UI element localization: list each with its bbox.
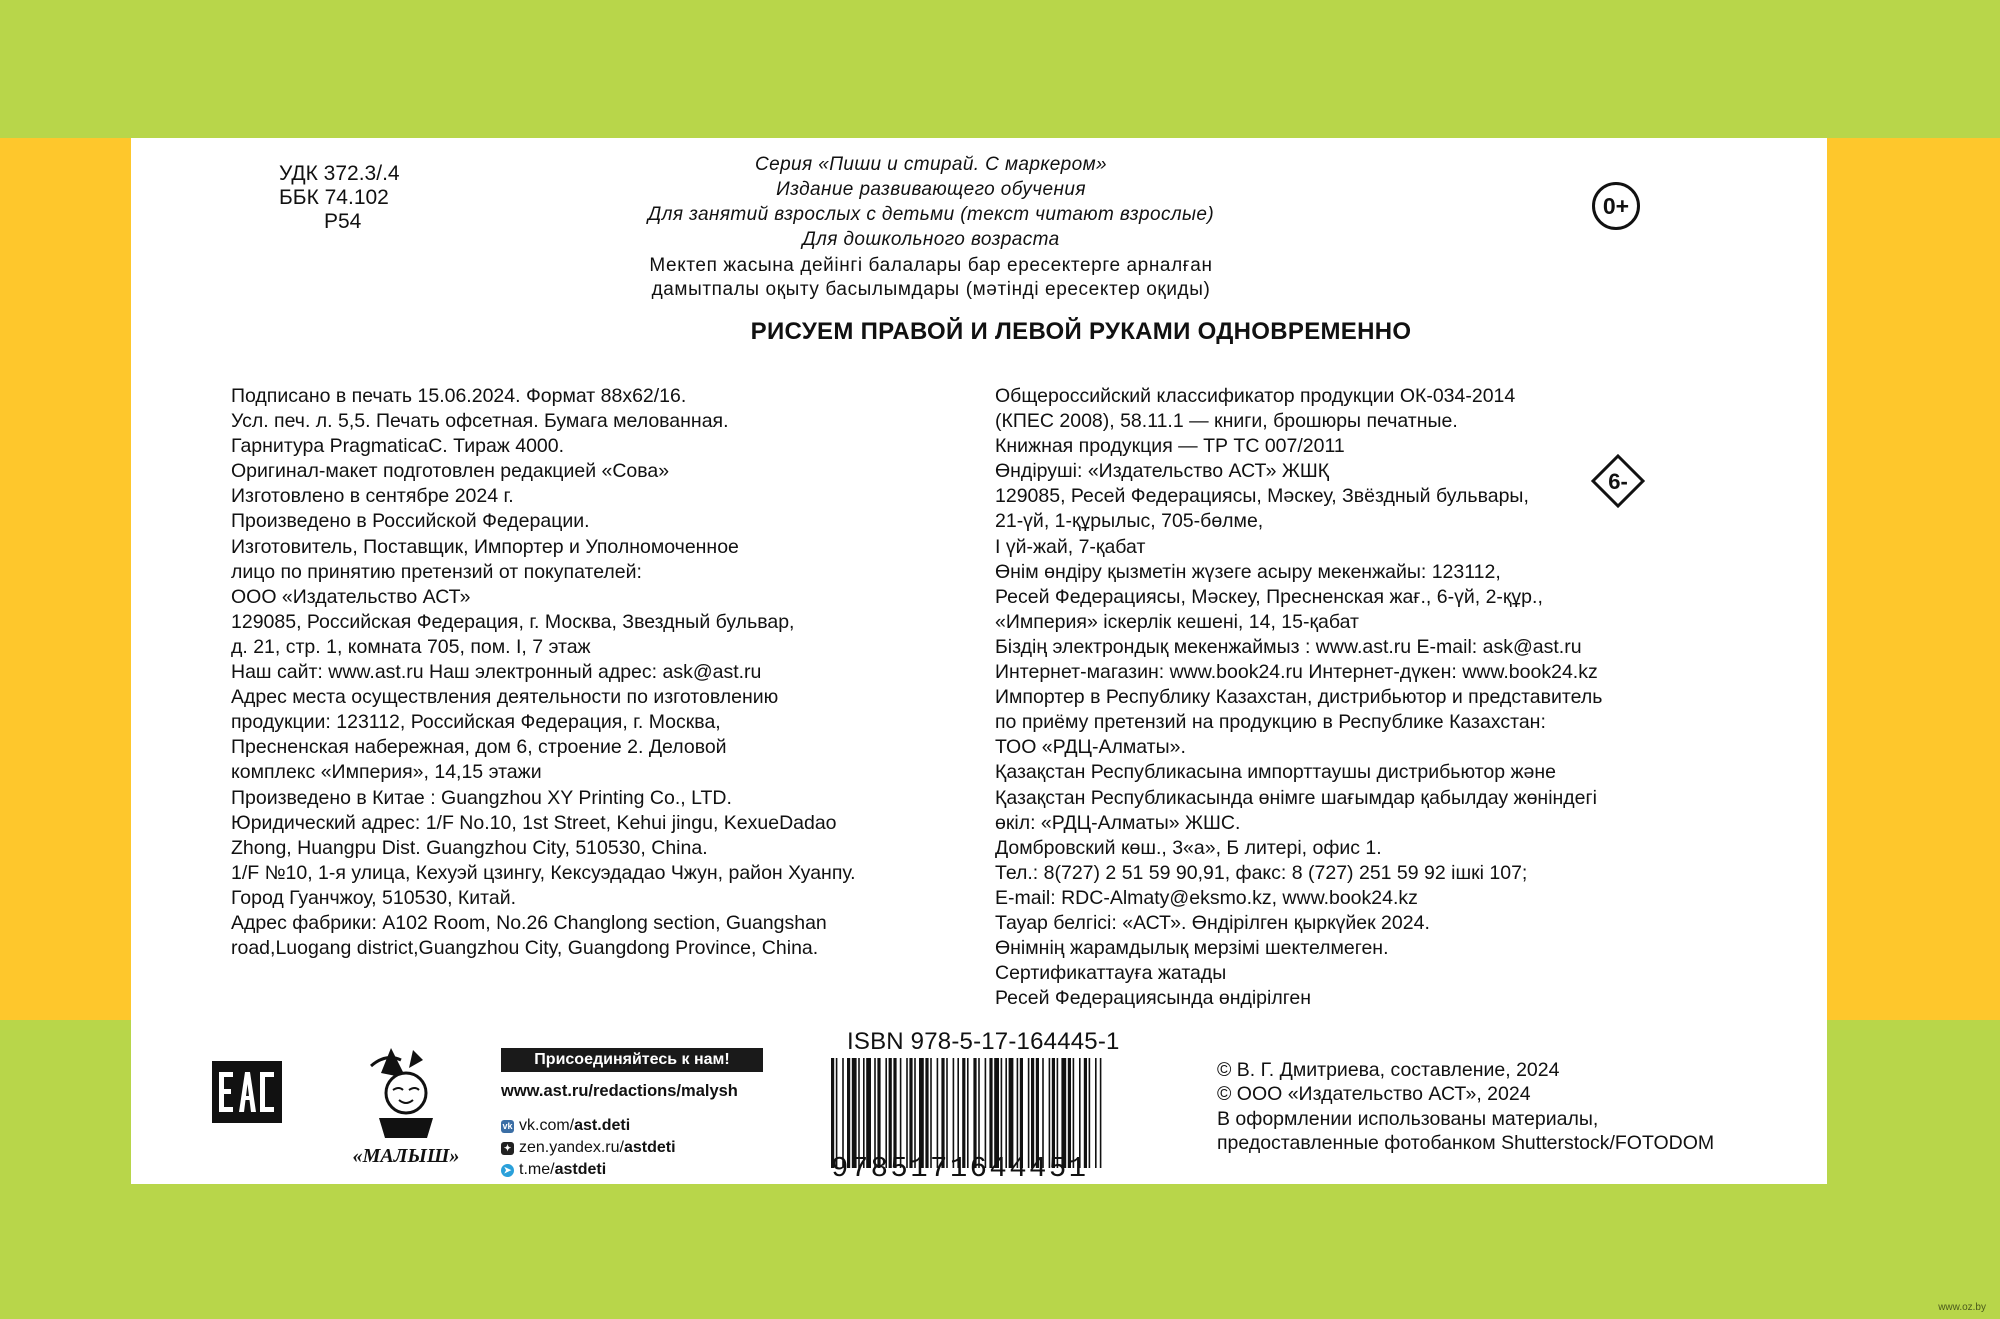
imprint-line: Домбровский көш., 3«а», Б литері, офис 1.	[995, 836, 1382, 859]
zen-icon: ✦	[501, 1142, 514, 1155]
left-imprint-column	[231, 384, 856, 961]
kz-intro-block	[561, 254, 1301, 302]
series-line: Для занятий взрослых с детьми (текст читают взрослые)	[647, 204, 1215, 225]
social-link-zen[interactable]	[501, 1137, 763, 1159]
watermark: www.oz.by	[1938, 1302, 1986, 1313]
imprint-line: Общероссийский классификатор продукции ОК-034-2014	[995, 385, 1516, 407]
imprint-line: комплекс «Империя», 14,15 этажи	[231, 761, 542, 784]
imprint-line: Ресей Федерациясы, Мәскеу, Пресненская жағ., 6-үй, 2-құр.,	[995, 585, 1543, 608]
bbk-code: ББК 74.102	[279, 186, 389, 209]
imprint-line: ТОО «РДЦ-Алматы».	[995, 736, 1186, 759]
imprint-line: Интернет-магазин: www.book24.ru Интернет-дүкен: www.book24.kz	[995, 661, 1598, 684]
isbn-number: ISBN 978-5-17-164445-1	[847, 1028, 1120, 1055]
udk-code: УДК 372.3/.4	[279, 162, 400, 185]
imprint-line: Zhong, Huangpu Dist. Guangzhou City, 510530, China.	[231, 836, 708, 859]
copyright-block	[1217, 1058, 1714, 1155]
kz-intro-line: дамытпалы оқыту басылымдары (мәтінді ересектер оқиды)	[651, 279, 1211, 300]
eac-mark-icon	[211, 1060, 283, 1124]
imprint-line: Оригинал-макет подготовлен редакцией «Сова»	[231, 460, 670, 483]
imprint-line: Адрес места осуществления деятельности по изготовлению	[231, 686, 779, 709]
classification-codes	[279, 162, 400, 234]
imprint-line: Өнім өндіру қызметін жүзеге асыру мекенжайы: 123112,	[995, 560, 1501, 583]
imprint-line: 129085, Ресей Федерациясы, Мәскеу, Звёздный бульвары,	[995, 485, 1529, 508]
imprint-line: Произведено в Китае : Guangzhou XY Printing Co., LTD.	[231, 786, 732, 809]
info-age-diamond-icon	[1591, 454, 1645, 508]
vk-icon: vk	[502, 1120, 513, 1131]
imprint-line: өкіл: «РДЦ-Алматы» ЖШС.	[995, 811, 1241, 834]
imprint-line: Біздің электрондық мекенжаймыз : www.ast.ru E-mail: ask@ast.ru	[995, 635, 1582, 658]
imprint-line: 1/F №10, 1-я улица, Кехуэй цзингу, Кексуэдадао Чжун, район Хуанпу.	[231, 861, 856, 884]
imprint-line: Произведено в Российской Федерации.	[231, 510, 590, 533]
imprint-line: Қазақстан Республикасында өнімге шағымдар қабылдау жөніндегі	[995, 786, 1597, 809]
malysh-logo-icon	[331, 1038, 481, 1168]
top-green-band	[0, 0, 2000, 138]
imprint-line: 129085, Российская Федерация, г. Москва, Звездный бульвар,	[231, 610, 795, 633]
imprint-line: Гарнитура PragmaticaC. Тираж 4000.	[231, 435, 565, 458]
series-line: Серия «Пиши и стирай. С маркером»	[755, 154, 1107, 175]
series-block	[561, 152, 1301, 252]
author-code: Р54	[324, 210, 362, 233]
join-us-banner: Присоединяйтесь к нам!	[501, 1048, 763, 1072]
social-link-prefix: zen.yandex.ru/	[519, 1139, 624, 1156]
social-links	[501, 1115, 763, 1181]
imprint-line: по приёму претензий на продукцию в Республике Казахстан:	[995, 711, 1546, 734]
social-link-handle: astdeti	[554, 1161, 607, 1178]
imprint-line: Юридический адрес: 1/F No.10, 1st Street, Kehui jingu, KexueDadao	[231, 811, 837, 834]
social-link-handle: astdeti	[623, 1139, 676, 1156]
book-title: РИСУЕМ ПРАВОЙ И ЛЕВОЙ РУКАМИ ОДНОВРЕМЕННО	[750, 318, 1412, 345]
age-rating-badge: 0+	[1592, 182, 1640, 230]
imprint-line: Ресей Федерациясында өндірілген	[995, 987, 1312, 1010]
imprint-line: Өндіруші: «Издательство АСТ» ЖШҚ	[995, 460, 1330, 483]
social-link-telegram[interactable]	[501, 1159, 763, 1181]
imprint-line: Усл. печ. л. 5,5. Печать офсетная. Бумага мелованная.	[231, 410, 729, 433]
site-link[interactable]: www.ast.ru/redactions/malysh	[501, 1082, 738, 1100]
kz-intro-line: Мектеп жасына дейінгі балалары бар ересектерге арналған	[649, 255, 1213, 276]
malysh-logo-text: «МАЛЫШ»	[352, 1145, 460, 1167]
telegram-icon: ➤	[501, 1164, 514, 1177]
imprint-line: Пресненская набережная, дом 6, строение 2. Деловой	[231, 736, 727, 759]
imprint-line: Қазақстан Республикасына импорттаушы дистрибьютор және	[995, 761, 1556, 784]
right-imprint-column	[995, 384, 1602, 1011]
social-block	[501, 1048, 763, 1181]
copyright-line: © ООО «Издательство АСТ», 2024	[1217, 1083, 1531, 1106]
imprint-line: E-mail: RDC-Almaty@eksmo.kz, www.book24.kz	[995, 886, 1418, 909]
copyright-line: © В. Г. Дмитриева, составление, 2024	[1217, 1059, 1560, 1081]
imprint-line: Тауар белгісі: «АСТ». Өндірілген қыркүйек 2024.	[995, 911, 1430, 934]
copyright-line: В оформлении использованы материалы,	[1217, 1107, 1599, 1130]
imprint-line: Өнімнің жарамдылық мерзімі шектелмеген.	[995, 937, 1389, 960]
imprint-line: Тел.: 8(727) 2 51 59 90,91, факс: 8 (727) 251 59 92 ішкі 107;	[995, 861, 1528, 884]
imprint-line: Изготовлено в сентябре 2024 г.	[231, 485, 514, 508]
social-link-vk[interactable]	[501, 1115, 763, 1137]
imprint-line: продукции: 123112, Российская Федерация, г. Москва,	[231, 711, 721, 734]
imprint-line: ООО «Издательство АСТ»	[231, 585, 471, 608]
info-age-label: 6-	[1608, 469, 1628, 494]
imprint-line: Книжная продукция — ТР ТС 007/2011	[995, 435, 1345, 458]
barcode-digits: 9785171644451	[831, 1152, 1089, 1185]
social-link-prefix: vk.com/	[519, 1117, 575, 1134]
copyright-line: предоставленные фотобанком Shutterstock/FOTODOM	[1217, 1131, 1715, 1154]
imprint-line: Изготовитель, Поставщик, Импортер и Уполномоченное	[231, 535, 739, 558]
series-line: Для дошкольного возраста	[802, 229, 1060, 250]
imprint-panel	[131, 138, 1827, 1184]
series-line: Издание развивающего обучения	[776, 179, 1086, 200]
imprint-line: Адрес фабрики: A102 Room, No.26 Changlong section, Guangshan	[231, 911, 827, 934]
imprint-line: Импортер в Республику Казахстан, дистрибьютор и представитель	[995, 686, 1603, 709]
imprint-line: (КПЕС 2008), 58.11.1 — книги, брошюры печатные.	[995, 410, 1458, 433]
social-link-prefix: t.me/	[519, 1161, 555, 1178]
imprint-line: road,Luogang district,Guangzhou City, Guangdong Province, China.	[231, 937, 819, 960]
imprint-line: Наш сайт: www.ast.ru Наш электронный адрес: ask@ast.ru	[231, 661, 762, 684]
social-link-handle: ast.deti	[574, 1117, 631, 1134]
imprint-line: Подписано в печать 15.06.2024. Формат 88х62/16.	[231, 385, 687, 407]
imprint-line: 21-үй, 1-құрылыс, 705-бөлме,	[995, 510, 1264, 533]
imprint-line: лицо по принятию претензий от покупателей:	[231, 560, 642, 583]
imprint-line: Сертификаттауға жатады	[995, 962, 1227, 985]
imprint-line: Город Гуанчжоу, 510530, Китай.	[231, 886, 517, 909]
imprint-line: д. 21, стр. 1, комната 705, пом. I, 7 этаж	[231, 635, 591, 658]
imprint-line: «Империя» іскерлік кешені, 14, 15-қабат	[995, 610, 1359, 633]
imprint-line: I үй-жай, 7-қабат	[995, 535, 1146, 558]
